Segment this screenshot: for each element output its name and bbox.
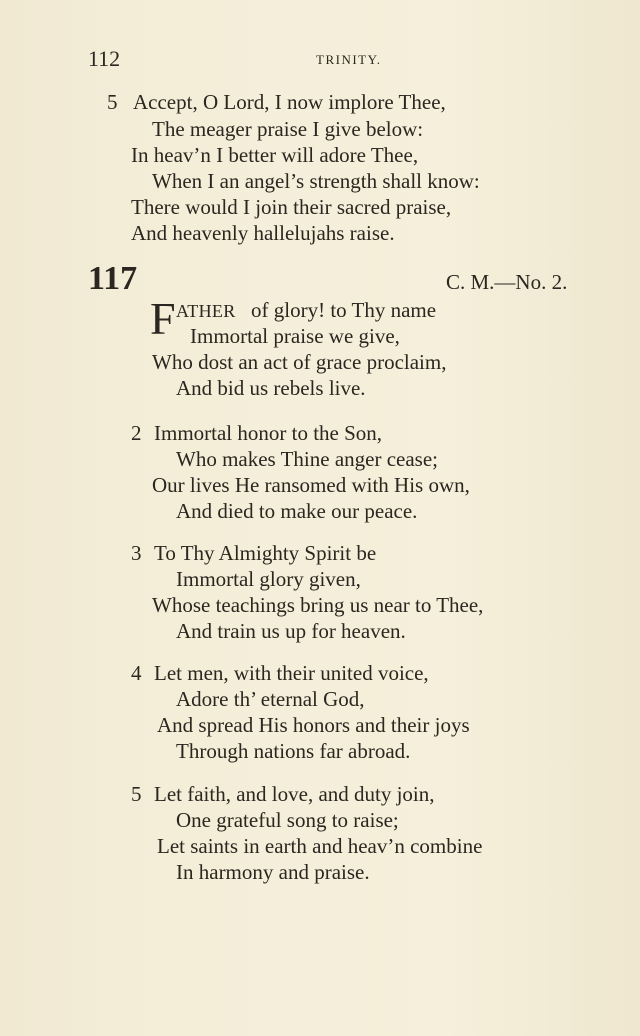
verse-line: Immortal glory given,: [176, 567, 361, 591]
page-header: [88, 46, 558, 74]
running-head: TRINITY.: [316, 52, 382, 67]
stanza-number: 5: [107, 90, 118, 114]
verse-line: Whose teachings bring us near to Thee,: [152, 593, 484, 617]
verse-line: Who dost an act of grace proclaim,: [152, 350, 447, 374]
verse-line: In heav’n I better will adore Thee,: [131, 143, 419, 167]
verse-line: And train us up for heaven.: [176, 619, 406, 643]
verse-line: Immortal honor to the Son,: [154, 421, 383, 445]
verse-line: And died to make our peace.: [176, 499, 418, 523]
verse-line: When I an angel’s strength shall know:: [152, 169, 480, 193]
verse-line: One grateful song to raise;: [176, 808, 399, 832]
verse-line: Adore th’ eternal God,: [176, 687, 365, 711]
stanza-number: 5: [131, 782, 142, 806]
verse-line: Let faith, and love, and duty join,: [154, 782, 435, 806]
verse-line: To Thy Almighty Spirit be: [154, 541, 377, 565]
verse-line: And spread His honors and their joys: [157, 713, 470, 737]
stanza-number: 2: [131, 421, 142, 445]
page-number: 112: [88, 46, 121, 71]
verse-line: Through nations far abroad.: [176, 739, 411, 763]
verse-line: The meager praise I give below:: [152, 117, 424, 141]
verse-line: Let men, with their united voice,: [154, 661, 429, 685]
verse-line: Our lives He ransomed with His own,: [152, 473, 470, 497]
verse-line: Let saints in earth and heav’n combine: [157, 834, 483, 858]
verse-line: And heavenly hallelujahs raise.: [131, 221, 395, 245]
first-line-rest: of glory! to Thy name: [251, 298, 437, 322]
first-line-caps: ATHER: [176, 301, 236, 321]
verse-line: Who makes Thine anger cease;: [176, 447, 438, 471]
stanza-number: 3: [131, 541, 142, 565]
verse-line: Accept, O Lord, I now implore Thee,: [133, 90, 446, 114]
verse-line: And bid us rebels live.: [176, 376, 366, 400]
stanza-number: 4: [131, 661, 142, 685]
verse-line: Immortal praise we give,: [190, 324, 400, 348]
verse-line: There would I join their sacred praise,: [131, 195, 452, 219]
hymn-number: 117: [88, 260, 138, 297]
drop-cap: F: [150, 293, 176, 344]
hymn-meter: C. M.—No. 2.: [446, 270, 568, 294]
verse-line: In harmony and praise.: [176, 860, 370, 884]
